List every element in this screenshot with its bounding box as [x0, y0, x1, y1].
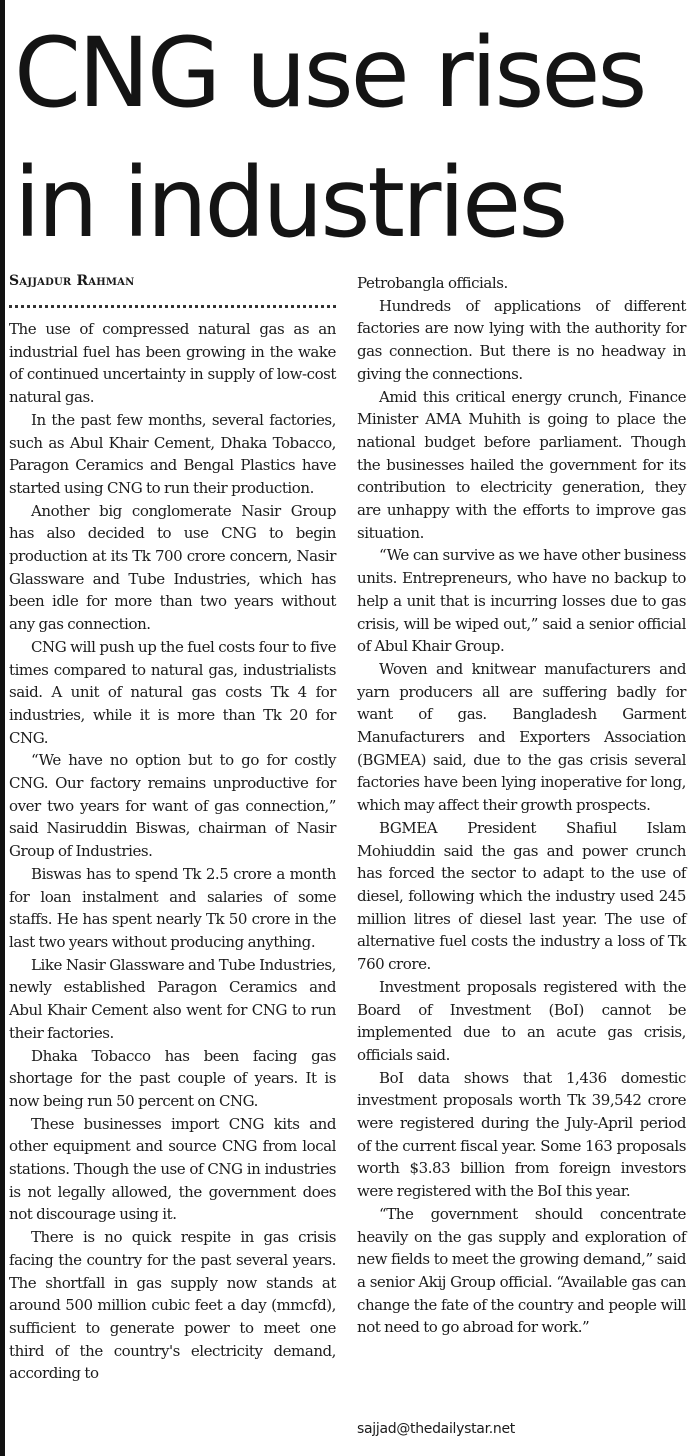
paragraph: “We can survive as we have other business units. Entrepreneurs, who have no backup to help a unit that is incurring losses due to gas crisis, will be wiped out,” said a senior official of Abul Khair Group. — [357, 546, 686, 656]
paragraph: Petrobangla officials. — [357, 274, 508, 292]
paragraph: CNG will push up the fuel costs four to five times compared to natural gas, industrialists said. A unit of natural gas costs Tk 4 for industries, while it is more than Tk 20 for CNG. — [9, 637, 336, 747]
paragraph: There is no quick respite in gas crisis facing the country for the past several years. The shortfall in gas supply now stands at around 500 million cubic feet a day (mmcfd), sufficient to generate power to meet one third of the country's electricity demand, according to — [9, 1228, 336, 1383]
paragraph: Woven and knitwear manufacturers and yarn producers all are suffering badly for want of gas. Bangladesh Garment Manufacturers and Exporters Association (BGMEA) said, due to the gas crisis several factories have been lying inoperative for long, which may affect their growth prospects. — [357, 659, 686, 815]
paragraph: These businesses import CNG kits and other equipment and source CNG from local stations. Though the use of CNG in industries is not legally allowed, the government does not discourage using it. — [9, 1114, 336, 1224]
headline-line-2: in industries — [14, 147, 566, 259]
paragraph: “The government should concentrate heavily on the gas supply and exploration of new fields to meet the growing demand,” said a senior Akij Group official. “Available gas can change the fate of the country and people will not need to go abroad for work.” — [357, 1204, 686, 1337]
byline-dotted-divider — [9, 305, 336, 308]
paragraph: Dhaka Tobacco has been facing gas shortage for the past couple of years. It is now being run 50 percent on CNG. — [9, 1046, 336, 1110]
author-email: sajjad@thedailystar.net — [357, 1421, 515, 1437]
article-column-2 — [357, 272, 686, 1339]
left-margin-rule — [0, 0, 5, 1456]
paragraph: Investment proposals registered with the Board of Investment (BoI) cannot be implemented due to an acute gas crisis, officials said. — [357, 977, 686, 1064]
byline: Sajjadur Rahman — [9, 273, 135, 289]
paragraph: BGMEA President Shafiul Islam Mohiuddin said the gas and power crunch has forced the sector to adapt to the use of diesel, following which the industry used 245 million litres of diesel last year. The use of alternative fuel costs the industry a loss of Tk 760 crore. — [357, 818, 686, 974]
paragraph: Amid this critical energy crunch, Finance Minister AMA Muhith is going to place the national budget before parliament. Though the businesses hailed the government for its contribution to electricity generation, they are unhappy with the efforts to improve gas situation. — [357, 387, 686, 542]
headline — [14, 8, 689, 268]
paragraph: The use of compressed natural gas as an industrial fuel has been growing in the wake of continued uncertainty in supply of low-cost natural gas. — [9, 320, 336, 407]
paragraph: Another big conglomerate Nasir Group has also decided to use CNG to begin production at its Tk 700 crore concern, Nasir Glassware and Tube Industries, which has been idle for more than two years without any gas connection. — [9, 501, 336, 634]
article-column-1 — [9, 318, 336, 1385]
paragraph: “We have no option but to go for costly CNG. Our factory remains unproductive for over two years for want of gas connection,” said Nasiruddin Biswas, chairman of Nasir Group of Industries. — [9, 751, 336, 861]
paragraph: Biswas has to spend Tk 2.5 crore a month for loan instalment and salaries of some staffs. He has spent nearly Tk 50 crore in the last two years without producing anything. — [9, 864, 336, 951]
paragraph: Like Nasir Glassware and Tube Industries, newly established Paragon Ceramics and Abul Khair Cement also went for CNG to run their factories. — [9, 955, 336, 1042]
paragraph: BoI data shows that 1,436 domestic investment proposals worth Tk 39,542 crore were registered during the July-April period of the current fiscal year. Some 163 proposals worth $3.83 billion from foreign investors were registered with the BoI this year. — [357, 1068, 686, 1201]
paragraph: In the past few months, several factories, such as Abul Khair Cement, Dhaka Tobacco, Paragon Ceramics and Bengal Plastics have started using CNG to run their production. — [9, 410, 336, 497]
headline-line-1: CNG use rises — [14, 17, 645, 129]
paragraph: Hundreds of applications of different factories are now lying with the authority for gas connection. But there is no headway in giving the connections. — [357, 296, 686, 383]
